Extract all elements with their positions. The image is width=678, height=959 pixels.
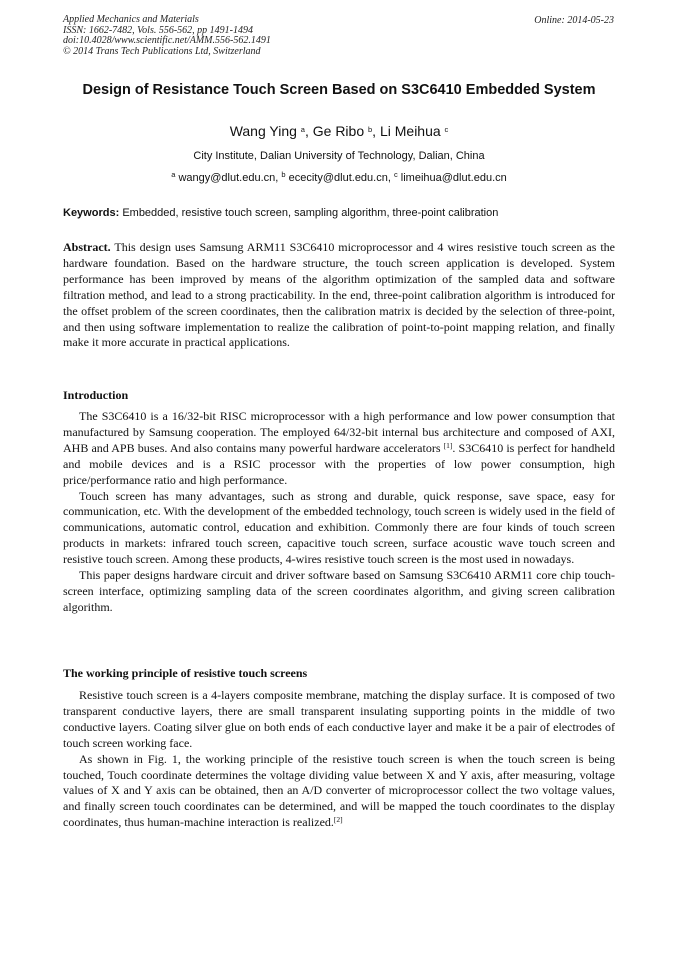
journal-header xyxy=(63,15,271,57)
paragraph: This paper designs hardware circuit and driver software based on Samsung S3C6410 ARM11 core chip touch-screen interface, optimizing sampling data of the screen coordinates algorithm, and giving screen calibration algorithm. xyxy=(63,568,615,614)
affiliation: City Institute, Dalian University of Technology, Dalian, China xyxy=(193,150,485,162)
author-sup: b xyxy=(368,125,373,134)
email-link[interactable]: wangy@dlut.edu.cn xyxy=(178,172,276,184)
citation-ref: [1] xyxy=(443,440,453,450)
citation-ref: [2] xyxy=(333,815,343,825)
author-name: Li Meihua xyxy=(379,123,441,139)
author-name: Wang Ying xyxy=(229,123,297,139)
author-sup: c xyxy=(444,125,449,134)
paragraph-text: As shown in Fig. 1, the working principle of the resistive touch screen is when the touch screen is being touched, Touch coordinate determines the voltage dividing value between X and Y axis, after measuring, voltage values of X and Y axis can be obtained, then an A/D converter of microprocessor collect the two voltage values, and finally screen touch coordinates can be determined, and will be mapped the touch coordinates to the display coordinates, thus human-machine interaction is realized. xyxy=(63,751,615,830)
working-principle-body xyxy=(63,688,615,831)
paragraph-text: The S3C6410 is a 16/32-bit RISC microprocessor with a high performance and low power consumption that manufactured by Samsung cooperation. The employed 64/32-bit internal bus architecture and composed of AXI, AHB and APB buses. And also contains many powerful hardware accelerators xyxy=(63,409,615,455)
online-date: Online: 2014-05-23 xyxy=(534,15,614,26)
paper-title: Design of Resistance Touch Screen Based on S3C6410 Embedded System xyxy=(82,82,596,98)
email-link[interactable]: limeihua@dlut.edu.cn xyxy=(400,172,507,184)
author-name: Ge Ribo xyxy=(312,123,365,139)
email-sup: c xyxy=(393,170,398,179)
paragraph-text: . S3C6410 is perfect for handheld and mobile devices and is a RSIC processor with the properties of low power consumption, high price/performance ratio and high performance. xyxy=(63,440,616,487)
paragraph xyxy=(63,752,615,832)
keywords xyxy=(63,206,615,220)
section-heading-introduction: Introduction xyxy=(63,388,129,402)
abstract xyxy=(63,240,615,351)
email-list: $^a$ wangy@dlut.edu.cn, $^b$ ececity@dlut.edu.cn, $^c$ limeihua@dlut.edu.cn xyxy=(171,170,507,184)
journal-name: Applied Mechanics and Materials xyxy=(63,14,199,25)
email-link[interactable]: ececity@dlut.edu.cn xyxy=(288,172,388,184)
author-list: Wang Ying $^a$, Ge Ribo $^b$, Li Meihua $^c$ xyxy=(229,123,449,139)
issn-line: ISSN: 1662-7482, Vols. 556-562, pp 1491-1494 xyxy=(63,24,253,36)
keywords-text: Embedded, resistive touch screen, sampling algorithm, three-point calibration xyxy=(122,207,499,219)
paragraph: Touch screen has many advantages, such as strong and durable, quick response, save space, easy for communication, etc. With the development of the embedded technology, touch screen is widely used in the field of communications, automatic control, education and exhibition. Commonly there are four kinds of touch screen products in markets: infrared touch screen, capacitive touch screen, surface acoustic wave touch screen and resistive touch screen. Among these products, 4-wires resistive touch screen is the most used in nowadays. xyxy=(63,488,615,567)
email-sup: a xyxy=(171,170,176,179)
doi-line: doi:10.4028/www.scientific.net/AMM.556-562.1491 xyxy=(63,35,271,46)
introduction-body xyxy=(63,409,615,616)
keywords-label: Keywords: xyxy=(63,207,120,219)
abstract-text: This design uses Samsung ARM11 S3C6410 microprocessor and 4 wires resistive touch screen as the hardware foundation. Based on the hardware structure, the touch screen application is developed. System performance has been improved by means of the algorithm optimization of the sampled data and software filtration method, and lead to a strong practicability. In the end, three-point calibration algorithm is introduced for the offset problem of the screen coordinates, then the calibration matrix is decided by the selection of three-point, and then using software implementation to realize the calibration of point-to-point mapping relation, and finally make it more accurate in practical applications. xyxy=(63,240,615,350)
paragraph: Resistive touch screen is a 4-layers composite membrane, matching the display surface. It is composed of two transparent conductive layers, there are small transparent insulating supporting points in the middle of two conductive layers. Coating silver glue on both ends of each conductive layer and make it be a pair of electrodes of touch screen working face. xyxy=(63,688,615,750)
section-heading-working-principle: The working principle of resistive touch screens xyxy=(63,666,308,680)
paragraph xyxy=(63,409,615,489)
copyright-line: © 2014 Trans Tech Publications Ltd, Switzerland xyxy=(63,45,261,57)
abstract-label: Abstract. xyxy=(63,240,111,254)
email-sup: b xyxy=(281,170,286,179)
author-sup: a xyxy=(300,125,305,134)
